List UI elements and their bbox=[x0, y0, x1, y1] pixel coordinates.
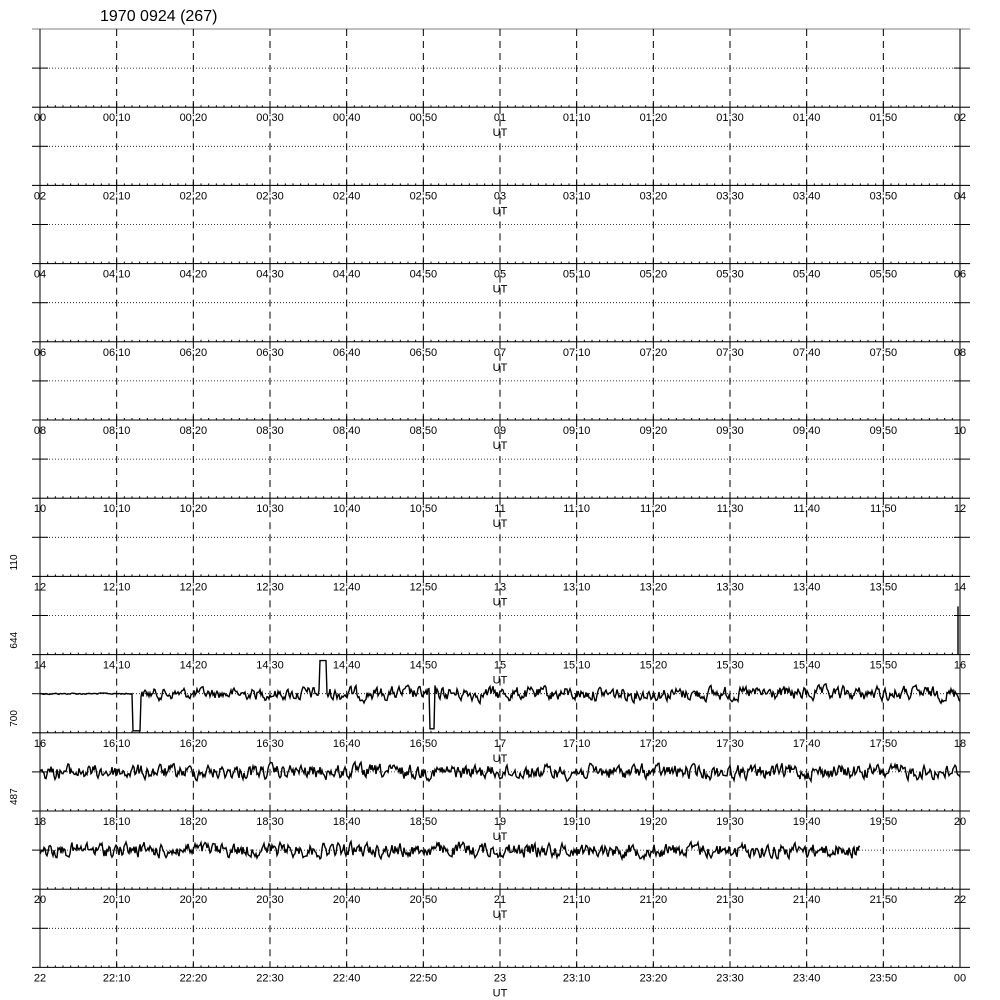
tick-label: 05:10 bbox=[562, 268, 591, 281]
tick-label: 09:20 bbox=[639, 425, 668, 437]
tick-label: 04:50 bbox=[409, 268, 438, 281]
tick-label: 18:20 bbox=[179, 816, 208, 828]
tick-label: 19:20 bbox=[639, 816, 668, 828]
tick-label: 02:50 bbox=[409, 190, 438, 203]
tick-label: 23:10 bbox=[562, 972, 591, 985]
y-axis-label: 700 bbox=[9, 710, 20, 727]
x-axis-label: UT bbox=[492, 987, 508, 1000]
tick-label: 10 bbox=[33, 503, 47, 516]
x-axis-label: UT bbox=[492, 205, 508, 218]
tick-label: 21:10 bbox=[562, 894, 591, 907]
tick-label: 16:50 bbox=[409, 737, 438, 750]
panel-6 bbox=[9, 498, 970, 608]
tick-label: 18:10 bbox=[102, 816, 131, 828]
tick-label: 07:50 bbox=[869, 346, 898, 359]
tick-label: 15:50 bbox=[869, 659, 898, 672]
tick-label: 06:40 bbox=[332, 346, 361, 359]
tick-label: 19:30 bbox=[716, 816, 744, 828]
tick-label: 18 bbox=[953, 737, 967, 750]
y-axis-label: 487 bbox=[9, 788, 20, 805]
tick-label: 13:20 bbox=[639, 581, 668, 594]
tick-label: 15:40 bbox=[792, 659, 821, 672]
tick-label: 18:30 bbox=[256, 816, 284, 828]
tick-label: 06 bbox=[33, 346, 47, 359]
panel-8 bbox=[9, 655, 970, 765]
tick-label: 00 bbox=[953, 972, 967, 985]
tick-label: 14:50 bbox=[409, 659, 438, 672]
x-axis-label: UT bbox=[492, 127, 508, 140]
tick-label: 18:50 bbox=[409, 816, 438, 828]
tick-label: 22 bbox=[33, 972, 47, 985]
tick-label: 10:10 bbox=[102, 503, 131, 516]
tick-label: 08:30 bbox=[256, 425, 284, 437]
tick-label: 17:10 bbox=[562, 737, 591, 750]
tick-label: 01:40 bbox=[792, 112, 821, 125]
tick-label: 20:30 bbox=[256, 894, 284, 907]
tick-label: 08 bbox=[953, 346, 967, 359]
tick-label: 20 bbox=[33, 894, 47, 907]
tick-label: 10 bbox=[953, 425, 967, 437]
tick-label: 02 bbox=[33, 190, 47, 203]
tick-label: 21:20 bbox=[639, 894, 668, 907]
tick-label: 15:20 bbox=[639, 659, 668, 672]
tick-label: 00:40 bbox=[332, 112, 361, 125]
chart-title: 1970 0924 (267) bbox=[100, 8, 218, 25]
tick-label: 10:40 bbox=[332, 503, 361, 516]
tick-label: 05:40 bbox=[792, 268, 821, 281]
tick-label: 01 bbox=[493, 112, 507, 125]
tick-label: 06:50 bbox=[409, 346, 438, 359]
tick-label: 12:10 bbox=[102, 581, 131, 594]
tick-label: 01:50 bbox=[869, 112, 898, 125]
tick-label: 19:50 bbox=[869, 816, 898, 828]
tick-label: 01:10 bbox=[562, 112, 591, 125]
tick-label: 05 bbox=[493, 268, 507, 281]
tick-label: 13:40 bbox=[792, 581, 821, 594]
tick-label: 04 bbox=[953, 190, 967, 203]
tick-label: 17 bbox=[493, 737, 507, 750]
tick-label: 03:50 bbox=[869, 190, 898, 203]
tick-label: 16:10 bbox=[102, 737, 131, 750]
tick-label: 12 bbox=[33, 581, 47, 594]
tick-label: 04 bbox=[33, 268, 47, 281]
tick-label: 16:40 bbox=[332, 737, 361, 750]
y-axis-label: 644 bbox=[9, 631, 20, 649]
x-axis-label: UT bbox=[492, 283, 508, 296]
tick-label: 00:50 bbox=[409, 112, 438, 125]
panel-7 bbox=[9, 576, 970, 686]
tick-label: 06:30 bbox=[256, 346, 284, 359]
x-axis-label: UT bbox=[492, 831, 508, 843]
tick-label: 08:40 bbox=[332, 425, 361, 437]
tick-label: 08 bbox=[33, 425, 47, 437]
tick-label: 13 bbox=[493, 581, 507, 594]
tick-label: 13:10 bbox=[562, 581, 591, 594]
tick-label: 05:30 bbox=[716, 268, 744, 281]
tick-label: 21:40 bbox=[792, 894, 821, 907]
y-axis-label: 110 bbox=[9, 554, 20, 571]
tick-label: 03:20 bbox=[639, 190, 668, 203]
tick-label: 12:20 bbox=[179, 581, 208, 594]
tick-label: 12 bbox=[953, 503, 967, 516]
x-axis-label: UT bbox=[492, 518, 508, 531]
tick-label: 17:30 bbox=[716, 737, 744, 750]
tick-label: 07:40 bbox=[792, 346, 821, 359]
tick-label: 14:30 bbox=[256, 659, 284, 672]
tick-label: 04:40 bbox=[332, 268, 361, 281]
tick-label: 23:40 bbox=[792, 972, 821, 985]
tick-label: 22:40 bbox=[332, 972, 361, 985]
tick-label: 06 bbox=[953, 268, 967, 281]
tick-label: 03:10 bbox=[562, 190, 591, 203]
tick-label: 23:20 bbox=[639, 972, 668, 985]
tick-label: 16:30 bbox=[256, 737, 284, 750]
tick-label: 02:30 bbox=[256, 190, 284, 203]
tick-label: 18:40 bbox=[332, 816, 361, 828]
tick-label: 05:20 bbox=[639, 268, 668, 281]
tick-label: 16:20 bbox=[179, 737, 208, 750]
tick-label: 22:30 bbox=[256, 972, 284, 985]
tick-label: 08:10 bbox=[102, 425, 131, 437]
tick-label: 05:50 bbox=[869, 268, 898, 281]
tick-label: 16 bbox=[953, 659, 967, 672]
tick-label: 00 bbox=[33, 112, 47, 125]
tick-label: 07 bbox=[493, 346, 507, 359]
tick-label: 10:50 bbox=[409, 503, 438, 516]
tick-label: 09:30 bbox=[716, 425, 744, 437]
tick-label: 17:40 bbox=[792, 737, 821, 750]
x-axis-label: UT bbox=[492, 674, 508, 687]
tick-label: 22:20 bbox=[179, 972, 208, 985]
tick-label: 09:10 bbox=[562, 425, 591, 437]
x-axis-label: UT bbox=[492, 440, 508, 452]
tick-label: 10:30 bbox=[256, 503, 284, 516]
tick-label: 02:20 bbox=[179, 190, 208, 203]
tick-label: 21:50 bbox=[869, 894, 898, 907]
tick-label: 02 bbox=[953, 112, 967, 125]
tick-label: 14:40 bbox=[332, 659, 361, 672]
tick-label: 20:40 bbox=[332, 894, 361, 907]
series-trace bbox=[40, 842, 860, 859]
tick-label: 12:40 bbox=[332, 581, 361, 594]
tick-label: 14 bbox=[953, 581, 967, 594]
tick-label: 04:20 bbox=[179, 268, 208, 281]
tick-label: 03 bbox=[493, 190, 507, 203]
x-axis-label: UT bbox=[492, 596, 508, 609]
tick-label: 07:30 bbox=[716, 346, 744, 359]
tick-label: 18 bbox=[33, 816, 47, 828]
tick-label: 00:30 bbox=[256, 112, 284, 125]
tick-label: 07:10 bbox=[562, 346, 591, 359]
chart-panels bbox=[9, 29, 970, 999]
tick-label: 13:30 bbox=[716, 581, 744, 594]
tick-label: 00:20 bbox=[179, 112, 208, 125]
tick-label: 14:10 bbox=[102, 659, 131, 672]
tick-label: 23:30 bbox=[716, 972, 744, 985]
tick-label: 01:20 bbox=[639, 112, 668, 125]
tick-label: 03:40 bbox=[792, 190, 821, 203]
tick-label: 00:10 bbox=[102, 112, 131, 125]
tick-label: 08:20 bbox=[179, 425, 208, 437]
tick-label: 22 bbox=[953, 894, 967, 907]
tick-label: 06:10 bbox=[102, 346, 131, 359]
tick-label: 07:20 bbox=[639, 346, 668, 359]
tick-label: 17:20 bbox=[639, 737, 668, 750]
tick-label: 20:10 bbox=[102, 894, 131, 907]
tick-label: 02:40 bbox=[332, 190, 361, 203]
tick-label: 22:50 bbox=[409, 972, 438, 985]
tick-label: 11:20 bbox=[639, 503, 667, 516]
tick-label: 22:10 bbox=[102, 972, 131, 985]
tick-label: 15:30 bbox=[716, 659, 744, 672]
tick-label: 11 bbox=[494, 503, 506, 516]
tick-label: 21 bbox=[493, 894, 507, 907]
x-axis-label: UT bbox=[492, 909, 508, 922]
tick-label: 09:40 bbox=[792, 425, 821, 437]
tick-label: 23 bbox=[493, 972, 507, 985]
tick-label: 17:50 bbox=[869, 737, 898, 750]
tick-label: 15 bbox=[493, 659, 507, 672]
panel-9 bbox=[9, 733, 970, 843]
tick-label: 09:50 bbox=[869, 425, 898, 437]
tick-label: 15:10 bbox=[562, 659, 591, 672]
tick-label: 04:10 bbox=[102, 268, 131, 281]
tick-label: 11:40 bbox=[793, 503, 821, 516]
tick-label: 16 bbox=[33, 737, 47, 750]
tick-label: 21:30 bbox=[716, 894, 744, 907]
x-axis-label: UT bbox=[492, 752, 508, 765]
tick-label: 06:20 bbox=[179, 346, 208, 359]
tick-label: 19 bbox=[493, 816, 507, 828]
tick-label: 14:20 bbox=[179, 659, 208, 672]
tick-label: 20:20 bbox=[179, 894, 208, 907]
x-axis-label: UT bbox=[492, 361, 508, 374]
tick-label: 04:30 bbox=[256, 268, 284, 281]
tick-label: 23:50 bbox=[869, 972, 898, 985]
tick-label: 19:40 bbox=[792, 816, 821, 828]
tick-label: 11:10 bbox=[563, 503, 591, 516]
tick-label: 20 bbox=[953, 816, 967, 828]
tick-label: 11:30 bbox=[716, 503, 744, 516]
tick-label: 19:10 bbox=[562, 816, 591, 828]
tick-label: 12:30 bbox=[256, 581, 284, 594]
tick-label: 08:50 bbox=[409, 425, 438, 437]
tick-label: 01:30 bbox=[716, 112, 744, 125]
panel-0 bbox=[32, 29, 970, 139]
tick-label: 03:30 bbox=[716, 190, 744, 203]
tick-label: 09 bbox=[493, 425, 507, 437]
tick-label: 13:50 bbox=[869, 581, 898, 594]
tick-label: 14 bbox=[33, 659, 47, 672]
tick-label: 20:50 bbox=[409, 894, 438, 907]
tick-label: 10:20 bbox=[179, 503, 208, 516]
tick-label: 12:50 bbox=[409, 581, 438, 594]
tick-label: 11:50 bbox=[869, 503, 897, 516]
tick-label: 02:10 bbox=[102, 190, 131, 203]
